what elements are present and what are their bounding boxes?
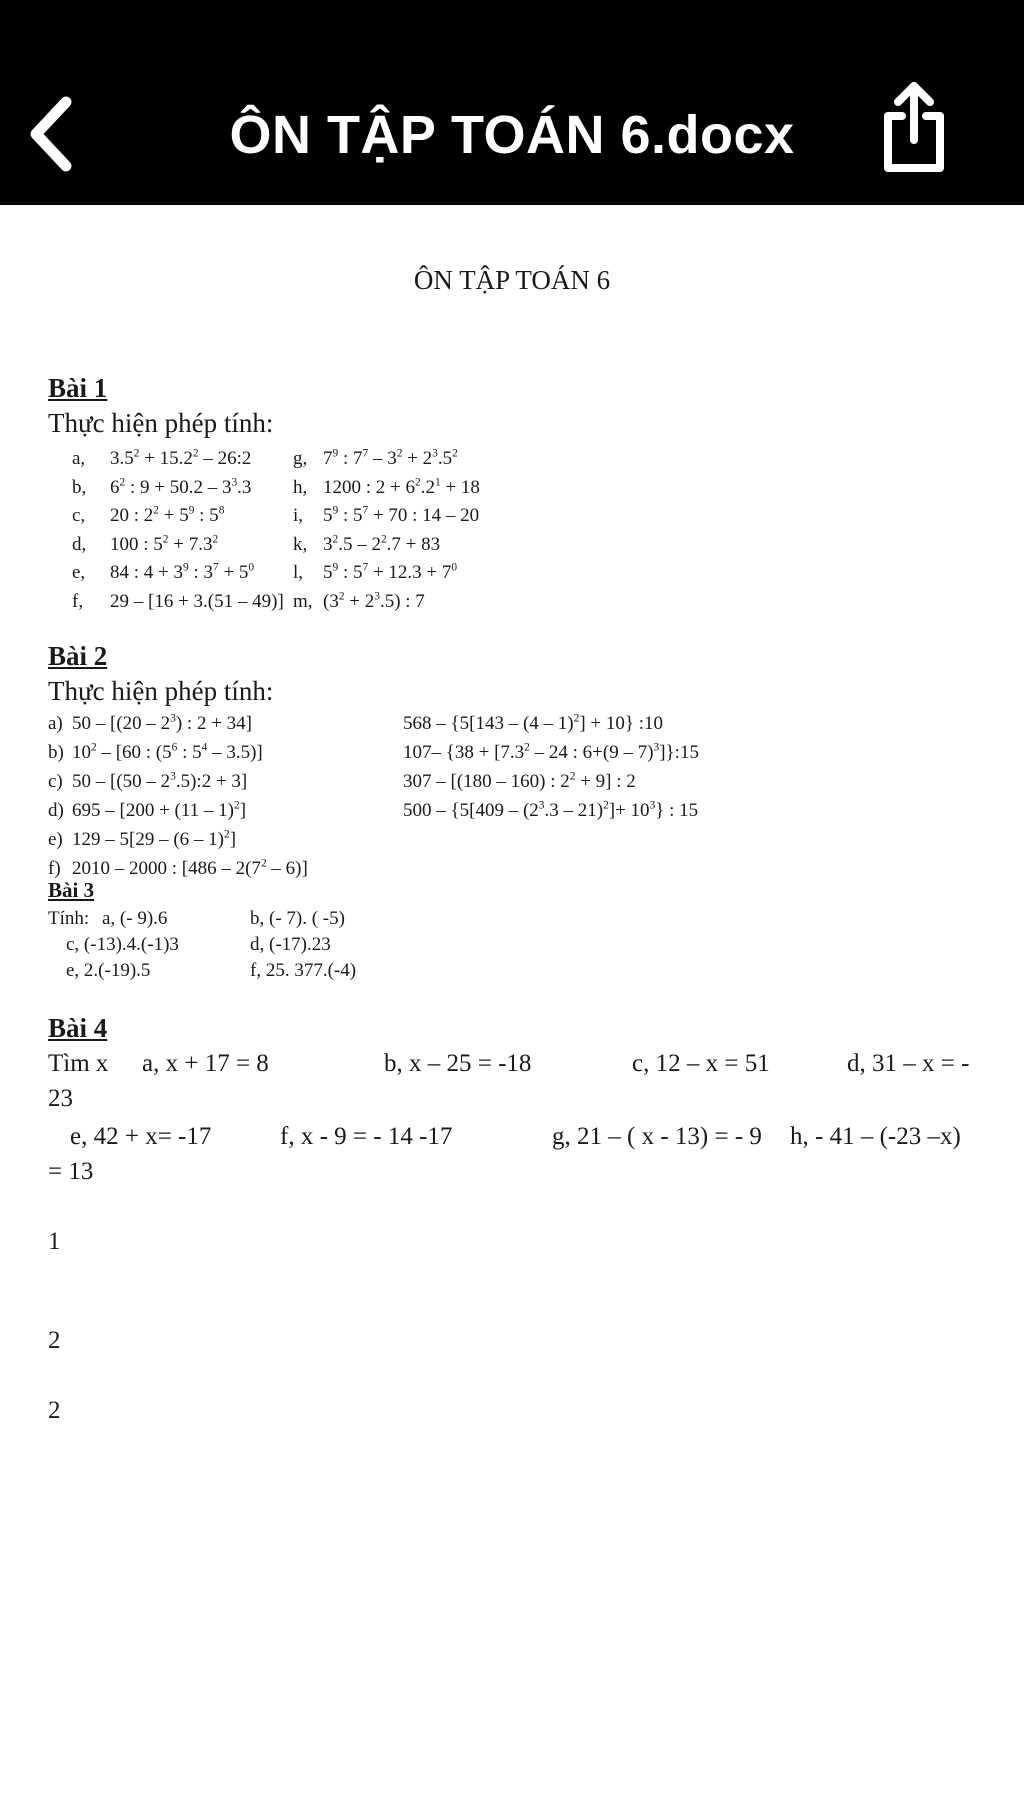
- document-title: ÔN TẬP TOÁN 6.docx: [229, 105, 795, 165]
- bai1-left-item-expression: 20 : $2^2 + 5^9$ : $5^8$: [110, 504, 225, 526]
- bai1-right-item-expression: $7^9$ : $7^7 - 3^2 + 2^3.5^2$: [323, 447, 458, 469]
- bai1-left-item-label: f,: [72, 590, 84, 612]
- bai1-right-item-expression: $(3^2 + 2^3.5)$ : 7: [323, 590, 425, 612]
- bai4-intro: Tìm x: [48, 1050, 109, 1077]
- bai1-intro: Thực hiện phép tính:: [48, 408, 274, 438]
- bai1-title: Bài 1: [48, 373, 108, 403]
- bai1-left-item-expression: 100 : $5^2 + 7.3^2$: [110, 533, 219, 555]
- bai3-item: f, 25. 377.(-4): [250, 960, 357, 981]
- bai3-item: a, (- 9).6: [102, 908, 168, 929]
- chevron-left-icon: [22, 92, 82, 176]
- bai4-item: g, 21 – ( x - 13) = - 9: [552, 1123, 762, 1150]
- bai2-left-item-label: b): [48, 742, 64, 763]
- bai1-left-item-expression: $6^2$ : $9 + 50.2 - 3^3.3$: [110, 476, 252, 498]
- bai2-left-item-expression: 129 – 5[29 – (6 – 1)$^2$]: [72, 828, 237, 850]
- bai3-item: e, 2.(-19).5: [66, 960, 151, 981]
- back-button[interactable]: [22, 92, 82, 176]
- share-icon: [878, 78, 950, 176]
- bai2-right-item-expression: 107– {$38 + [7.3^2 - 24$ : 6+(9 – 7)$^3$]}:15: [403, 741, 699, 763]
- bai1-left-item-expression: 29 – [16 + 3.(51 – 49)]: [110, 590, 284, 612]
- bai1-right-item-label: l,: [293, 562, 304, 583]
- bai1-left-item-label: a,: [72, 448, 86, 469]
- page-number-3: 2: [48, 1397, 61, 1424]
- bai2-right-item-expression: $500 - \{5[409 - (2^3.3 - 21)^2]+ 10^3\}$ : 15: [403, 799, 699, 821]
- bai3-title: Bài 3: [48, 878, 95, 902]
- bai3-item: d, (-17).23: [250, 934, 331, 955]
- share-button[interactable]: [878, 78, 950, 176]
- bai4-item: c, 12 – x = 51: [632, 1050, 770, 1077]
- page-number-2: 2: [48, 1327, 61, 1354]
- bai1-right-item-expression: $3^2.5 - 2^2.7 + 83$: [323, 533, 441, 555]
- bai2-right-item-expression: 568 – {5[143 – (4 – 1)$^2$] + 10} :10: [403, 712, 664, 734]
- bai4-item: b, x – 25 = -18: [384, 1050, 532, 1077]
- bai4-title: Bài 4: [48, 1013, 108, 1043]
- bai4-item: f, x - 9 = - 14 -17: [280, 1123, 453, 1150]
- bai4-item: e, 42 + x= -17: [70, 1123, 212, 1150]
- bai2-left-item-label: e): [48, 829, 63, 850]
- bai1-right-item-label: i,: [293, 505, 304, 526]
- bai2-left-item-expression: 2010 – 2000 : $[486 - 2(7^2 - 6)]$: [72, 857, 308, 879]
- bai1-right-item-label: h,: [293, 476, 308, 498]
- bai2-left-item-label: c): [48, 771, 63, 792]
- bai1-right-item-expression: 1200 : $2 + 6^2.2^1 + 18$: [323, 476, 480, 498]
- bai4-item: h, - 41 – (-23 –x): [790, 1123, 961, 1150]
- bai2-title: Bài 2: [48, 641, 108, 671]
- bai1-right-item-label: m,: [293, 590, 313, 612]
- bai1-right-item-expression: $5^9$ : $5^7 + 70$ : 14 – 20: [323, 504, 480, 526]
- bai1-left-item-label: b,: [72, 476, 87, 498]
- page-number-1: 1: [48, 1228, 61, 1255]
- bai1-left-item-expression: $3.5^2 + 15.2^2$ – 26:2: [110, 447, 252, 469]
- bai4-item: a, x + 17 = 8: [142, 1050, 269, 1077]
- bai2-right-item-expression: 307 – [(180 – 160) : $2^2 + 9$] : 2: [403, 770, 636, 792]
- bai2-left-item-expression: $10^2 - [60$ : ($5^6$ : $5^4 - 3.5$)]: [72, 741, 263, 763]
- bai2-intro: Thực hiện phép tính:: [48, 676, 274, 706]
- bai3-item: b, (- 7). ( -5): [250, 908, 345, 929]
- bai1-right-item-label: k,: [293, 533, 308, 555]
- bai2-left-item-expression: $50 - [(20 - 2^3)$ : 2 + 34]: [72, 712, 253, 734]
- bai2-left-item-label: f): [48, 858, 61, 879]
- document-heading: ÔN TẬP TOÁN 6: [413, 265, 611, 295]
- bai3-item: c, (-13).4.(-1)3: [66, 934, 179, 955]
- bai2-left-item-expression: 695 – [200 + (11 – 1)$^2$]: [72, 799, 247, 821]
- bai2-left-item-expression: $50 - [(50 - 2^3.5):2 + 3]$: [72, 770, 248, 792]
- bai4-item: d, 31 – x = -: [847, 1050, 970, 1077]
- bai1-left-item-label: c,: [72, 505, 86, 526]
- bai1-right-item-label: g,: [293, 448, 308, 469]
- bai4-line2: 23: [48, 1085, 73, 1112]
- document-page: [0, 205, 1024, 1820]
- bai2-left-item-label: a): [48, 713, 63, 734]
- top-bar: [0, 0, 1024, 205]
- bai1-left-item-label: d,: [72, 533, 87, 555]
- bai2-left-item-label: d): [48, 800, 64, 821]
- bai1-left-item-label: e,: [72, 562, 86, 583]
- bai4-line4: = 13: [48, 1158, 94, 1185]
- bai1-right-item-expression: $5^9$ : $5^7 + 12.3 + 7^0$: [323, 561, 458, 583]
- bai3-intro: Tính:: [48, 908, 90, 929]
- bai1-left-item-expression: 84 : $4 + 3^9$ : $3^7 + 5^0$: [110, 561, 255, 583]
